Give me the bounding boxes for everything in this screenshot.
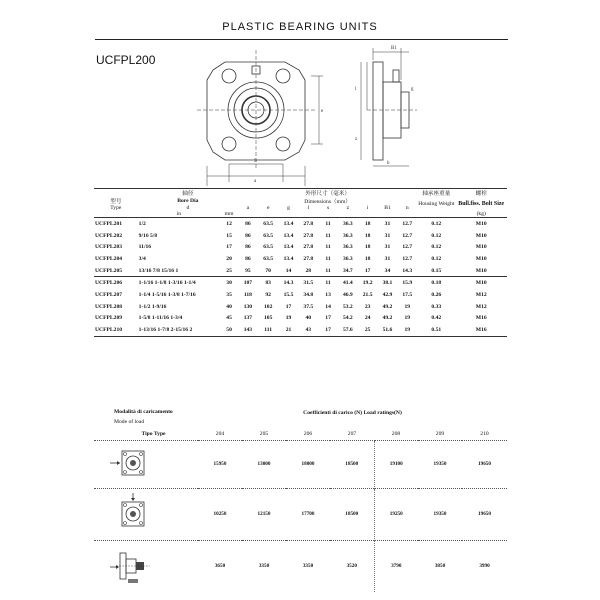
spec-cell-b1: 51.6 xyxy=(382,327,393,334)
spec-cell-w: 0.12 xyxy=(431,232,442,239)
spec-cell-i: 17 xyxy=(364,267,371,274)
load-value: 19100 xyxy=(374,440,418,488)
col-g: g xyxy=(287,205,290,211)
spec-cell-inch: 1/2 xyxy=(138,220,146,227)
spec-cell-e: 83 xyxy=(265,280,271,287)
spec-cell-i: 23 xyxy=(364,303,371,310)
load-value: 19650 xyxy=(462,440,507,488)
label-s: S xyxy=(254,159,257,164)
load-value: 12150 xyxy=(242,488,286,540)
specifications-table xyxy=(94,188,507,337)
spec-cell-inch: 11/16 xyxy=(138,244,152,251)
load-ratings-table xyxy=(94,398,507,592)
spec-cell-a: 137 xyxy=(243,315,253,322)
in-header: in xyxy=(176,211,182,217)
spec-cell-b1: 31 xyxy=(384,244,391,251)
spec-cell-type: UCFPL203 xyxy=(95,244,123,251)
spec-cell-type: UCFPL204 xyxy=(95,255,123,262)
label-z: z xyxy=(355,137,358,142)
spec-cell-b1: 31 xyxy=(384,255,391,262)
col-s: s xyxy=(326,205,330,211)
load-value: 3350 xyxy=(286,540,330,592)
spec-cell-b1: 42.9 xyxy=(382,291,393,298)
col-b1: B1 xyxy=(384,205,391,211)
spec-cell-n: 19 xyxy=(404,327,411,334)
spec-cell-type: UCFPL202 xyxy=(95,232,123,239)
label-b1: B1 xyxy=(391,46,397,51)
type-cn-header: 型号 xyxy=(110,199,122,205)
spec-cell-bolt: M10 xyxy=(475,244,487,251)
spec-cell-d: 15 xyxy=(226,232,232,239)
col-i: i xyxy=(366,205,369,211)
spec-cell-n: 15.9 xyxy=(402,280,413,287)
spec-cell-l: 37.5 xyxy=(303,303,314,310)
bolt-hole-bl xyxy=(222,137,236,151)
spec-cell-s: 11 xyxy=(325,232,331,239)
spec-cell-e: 102 xyxy=(263,303,273,310)
spec-cell-i: 18 xyxy=(364,244,371,251)
spec-cell-g: 13.4 xyxy=(283,232,294,239)
col-a: a xyxy=(246,205,250,211)
label-g: g xyxy=(411,87,414,92)
load-value: 18000 xyxy=(286,440,330,488)
spec-cell-z: 36.3 xyxy=(342,232,353,239)
spec-cell-d: 45 xyxy=(226,315,232,322)
load-type-206: 206 xyxy=(303,430,313,437)
spec-cell-g: 13.4 xyxy=(283,244,294,251)
spec-cell-d: 35 xyxy=(226,291,232,298)
spec-cell-d: 17 xyxy=(226,244,232,251)
spec-cell-l: 27.8 xyxy=(303,232,314,239)
spec-cell-n: 19 xyxy=(404,303,411,310)
load-mode-icon-1 xyxy=(94,440,198,488)
spec-cell-i: 21.5 xyxy=(362,291,373,298)
coef-label: Coefficienti di carico (N) Load ratings(N) xyxy=(303,410,402,416)
spec-cell-w: 0.18 xyxy=(431,280,442,287)
spec-cell-w: 0.12 xyxy=(431,220,442,227)
load-value: 17700 xyxy=(286,488,330,540)
spec-row xyxy=(94,218,507,230)
spec-row xyxy=(94,253,507,265)
load-value: 3650 xyxy=(198,540,242,592)
spec-cell-w: 0.51 xyxy=(431,327,442,334)
spec-cell-n: 12.7 xyxy=(402,220,413,227)
spec-cell-z: 53.2 xyxy=(342,303,353,310)
dim-cn-header: 外形尺寸（毫米） xyxy=(305,191,350,197)
spec-cell-w: 0.15 xyxy=(431,267,442,274)
spec-row xyxy=(94,324,507,336)
spec-cell-i: 18 xyxy=(364,232,371,239)
load-value: 19250 xyxy=(374,488,418,540)
col-e: e xyxy=(266,205,270,211)
spec-cell-type: UCFPL208 xyxy=(95,303,123,310)
load-value: 18500 xyxy=(330,440,374,488)
spec-cell-a: 118 xyxy=(243,291,252,298)
spec-cell-z: 46.9 xyxy=(342,291,353,298)
spec-cell-d: 25 xyxy=(226,267,232,274)
mode-label-it: Modalità di caricamento xyxy=(114,409,173,415)
spec-cell-e: 63.5 xyxy=(263,220,274,227)
spec-row xyxy=(94,265,507,277)
load-value: 13000 xyxy=(242,440,286,488)
spec-cell-bolt: M10 xyxy=(475,280,487,287)
spec-cell-i: 19.2 xyxy=(362,280,373,287)
spec-cell-e: 63.5 xyxy=(263,232,274,239)
spec-cell-e: 92 xyxy=(265,291,271,298)
load-value: 3990 xyxy=(462,540,507,592)
spec-cell-inch: 1-1/4 1-5/16 1-3/8 1-7/16 xyxy=(138,291,196,298)
spec-cell-e: 70 xyxy=(265,267,271,274)
spec-row xyxy=(94,301,507,313)
dim-header: Dimensions（mm） xyxy=(304,199,351,205)
spec-cell-g: 17 xyxy=(285,303,292,310)
weight-header: Housing Weight xyxy=(418,201,455,207)
spec-cell-l: 27.8 xyxy=(303,255,314,262)
spec-cell-inch: 1-13/16 1-7/8 2-15/16 2 xyxy=(138,327,193,334)
spec-row xyxy=(94,277,507,289)
load-type-210: 210 xyxy=(480,430,489,437)
spec-cell-d: 12 xyxy=(226,220,232,227)
spec-cell-z: 34.7 xyxy=(342,267,353,274)
load-row xyxy=(94,440,507,488)
spec-cell-n: 12.7 xyxy=(402,255,413,262)
spec-cell-e: 63.5 xyxy=(263,244,274,251)
spec-row xyxy=(94,230,507,242)
load-value: 15950 xyxy=(198,440,242,488)
spec-cell-e: 111 xyxy=(264,327,273,334)
spec-cell-l: 43 xyxy=(305,327,312,334)
load-value: 3350 xyxy=(242,540,286,592)
spec-cell-s: 11 xyxy=(325,220,331,227)
spec-cell-d: 40 xyxy=(226,303,232,310)
spec-cell-g: 21 xyxy=(285,327,292,334)
spec-cell-l: 28 xyxy=(305,267,312,274)
load-type-207: 207 xyxy=(347,430,357,437)
spec-cell-type: UCFPL206 xyxy=(95,280,123,287)
spec-cell-z: 57.6 xyxy=(342,327,353,334)
label-e: e xyxy=(321,109,324,114)
spec-cell-n: 14.3 xyxy=(402,267,413,274)
spec-cell-n: 17.5 xyxy=(402,291,413,298)
spec-cell-a: 86 xyxy=(245,232,251,239)
spec-cell-l: 40 xyxy=(305,315,312,322)
spec-cell-g: 15.5 xyxy=(283,291,294,298)
spec-cell-b1: 31 xyxy=(384,220,391,227)
spec-cell-b1: 49.2 xyxy=(382,303,393,310)
spec-cell-w: 0.33 xyxy=(431,303,442,310)
d-header: d xyxy=(186,205,190,211)
spec-cell-type: UCFPL207 xyxy=(95,291,123,298)
spec-cell-g: 14.3 xyxy=(283,280,294,287)
spec-cell-bolt: M12 xyxy=(475,291,487,298)
type-header: Type xyxy=(110,205,122,211)
col-z: z xyxy=(346,205,350,211)
bore-header: Bore Dia xyxy=(177,198,199,204)
col-n: n xyxy=(405,205,409,211)
mm-header: mm xyxy=(224,211,234,217)
spec-cell-inch: 9/16 5/8 xyxy=(138,232,158,239)
load-type-204: 204 xyxy=(215,430,225,437)
spec-cell-s: 11 xyxy=(325,267,331,274)
spec-cell-a: 86 xyxy=(245,220,251,227)
spec-cell-g: 13.4 xyxy=(283,255,294,262)
load-row xyxy=(94,488,507,540)
spec-cell-i: 18 xyxy=(364,220,371,227)
load-value: 3790 xyxy=(374,540,418,592)
spec-cell-bolt: M12 xyxy=(475,303,487,310)
spec-cell-a: 130 xyxy=(243,303,253,310)
load-value: 18500 xyxy=(330,488,374,540)
spec-cell-d: 50 xyxy=(226,327,232,334)
spec-cell-b1: 38.1 xyxy=(382,280,393,287)
spec-cell-inch: 1-5/8 1-11/16 1-3/4 xyxy=(138,315,183,322)
spec-cell-type: UCFPL201 xyxy=(95,220,123,227)
spec-cell-l: 31.5 xyxy=(303,280,314,287)
load-value: 19350 xyxy=(418,440,462,488)
load-value: 19650 xyxy=(462,488,507,540)
spec-cell-inch: 3/4 xyxy=(138,255,146,262)
spec-cell-inch: 13/16 7/8 15/16 1 xyxy=(138,267,179,274)
weight-cn-header: 轴承座重量 xyxy=(422,191,451,197)
side-flange xyxy=(373,62,383,160)
spec-cell-g: 13.4 xyxy=(283,220,294,227)
spec-row xyxy=(94,289,507,301)
spec-cell-g: 14 xyxy=(285,267,292,274)
spec-cell-inch: 1-1/16 1-1/8 1-3/16 1-1/4 xyxy=(138,280,196,287)
spec-cell-type: UCFPL209 xyxy=(95,315,123,322)
load-mode-icon-3 xyxy=(94,540,198,592)
bolt-cn-header: 螺栓 xyxy=(475,191,487,197)
label-l: l xyxy=(355,87,357,92)
spec-cell-bolt: M16 xyxy=(475,327,487,334)
load-type-205: 205 xyxy=(259,430,269,437)
spec-cell-b1: 34 xyxy=(384,267,391,274)
spec-cell-n: 19 xyxy=(404,315,411,322)
type-label: Tipo Type xyxy=(141,430,166,437)
spec-cell-bolt: M10 xyxy=(475,220,487,227)
spec-row xyxy=(94,313,507,325)
spec-cell-a: 86 xyxy=(245,255,251,262)
spec-cell-b1: 31 xyxy=(384,232,391,239)
spec-cell-n: 12.7 xyxy=(402,244,413,251)
load-value: 3520 xyxy=(330,540,374,592)
load-mode-icon-2 xyxy=(94,488,198,540)
bore-cn-header: 轴径 xyxy=(182,191,194,197)
spec-cell-bolt: M10 xyxy=(475,255,487,262)
spec-cell-type: UCFPL205 xyxy=(95,267,123,274)
bearing-unit-drawing xyxy=(195,40,425,188)
load-row xyxy=(94,540,507,592)
spec-cell-bolt: M10 xyxy=(475,232,487,239)
spec-cell-s: 11 xyxy=(325,280,331,287)
col-l: l xyxy=(307,205,310,211)
spec-cell-i: 18 xyxy=(364,255,371,262)
spec-cell-s: 17 xyxy=(325,327,331,334)
bolt-header: Bull.fiss. Bolt Size xyxy=(458,201,505,207)
page-title: PLASTIC BEARING UNITS xyxy=(222,21,378,33)
spec-cell-w: 0.42 xyxy=(431,315,442,322)
load-value: 3850 xyxy=(418,540,462,592)
spec-cell-bolt: M16 xyxy=(475,315,487,322)
spec-cell-w: 0.12 xyxy=(431,244,442,251)
weight-unit: (kg) xyxy=(476,211,486,217)
spec-row xyxy=(94,241,507,253)
spec-cell-l: 27.8 xyxy=(303,220,314,227)
spec-cell-s: 13 xyxy=(325,291,331,298)
label-b: b xyxy=(387,161,390,166)
spec-cell-inch: 1-1/2 1-9/16 xyxy=(138,303,167,310)
spec-cell-s: 17 xyxy=(325,315,331,322)
spec-cell-l: 27.8 xyxy=(303,244,314,251)
load-type-208: 208 xyxy=(391,430,401,437)
spec-cell-i: 24 xyxy=(364,315,371,322)
spec-cell-l: 34.8 xyxy=(303,291,314,298)
spec-cell-z: 41.4 xyxy=(342,280,353,287)
spec-cell-s: 14 xyxy=(325,303,331,310)
model-name: UCFPL200 xyxy=(96,53,156,67)
spec-cell-a: 95 xyxy=(245,267,251,274)
spec-cell-a: 143 xyxy=(243,327,253,334)
spec-cell-e: 63.5 xyxy=(263,255,274,262)
spec-cell-s: 11 xyxy=(325,244,331,251)
spec-cell-n: 12.7 xyxy=(402,232,413,239)
spec-cell-i: 25 xyxy=(364,327,371,334)
spec-cell-a: 86 xyxy=(245,244,251,251)
spec-cell-type: UCFPL210 xyxy=(95,327,123,334)
spec-cell-z: 36.3 xyxy=(342,255,353,262)
spec-cell-b1: 49.2 xyxy=(382,315,393,322)
spec-cell-a: 107 xyxy=(243,280,253,287)
bolt-hole-tl xyxy=(222,69,236,83)
spec-cell-w: 0.12 xyxy=(431,255,442,262)
spec-cell-w: 0.26 xyxy=(431,291,442,298)
spec-cell-z: 36.3 xyxy=(342,220,353,227)
mode-label-en: Mode of load xyxy=(114,419,145,425)
load-type-209: 209 xyxy=(435,430,445,437)
spec-cell-z: 36.3 xyxy=(342,244,353,251)
label-a: a xyxy=(254,179,257,184)
spec-cell-d: 20 xyxy=(226,255,232,262)
spec-cell-bolt: M10 xyxy=(475,267,487,274)
spec-cell-g: 19 xyxy=(285,315,292,322)
spec-cell-z: 54.2 xyxy=(342,315,353,322)
load-value: 19350 xyxy=(418,488,462,540)
bolt-hole-tr xyxy=(276,69,290,83)
spec-cell-d: 30 xyxy=(226,280,232,287)
load-value: 10250 xyxy=(198,488,242,540)
spec-cell-s: 11 xyxy=(325,255,331,262)
spec-cell-e: 105 xyxy=(263,315,273,322)
bolt-hole-br xyxy=(276,137,290,151)
